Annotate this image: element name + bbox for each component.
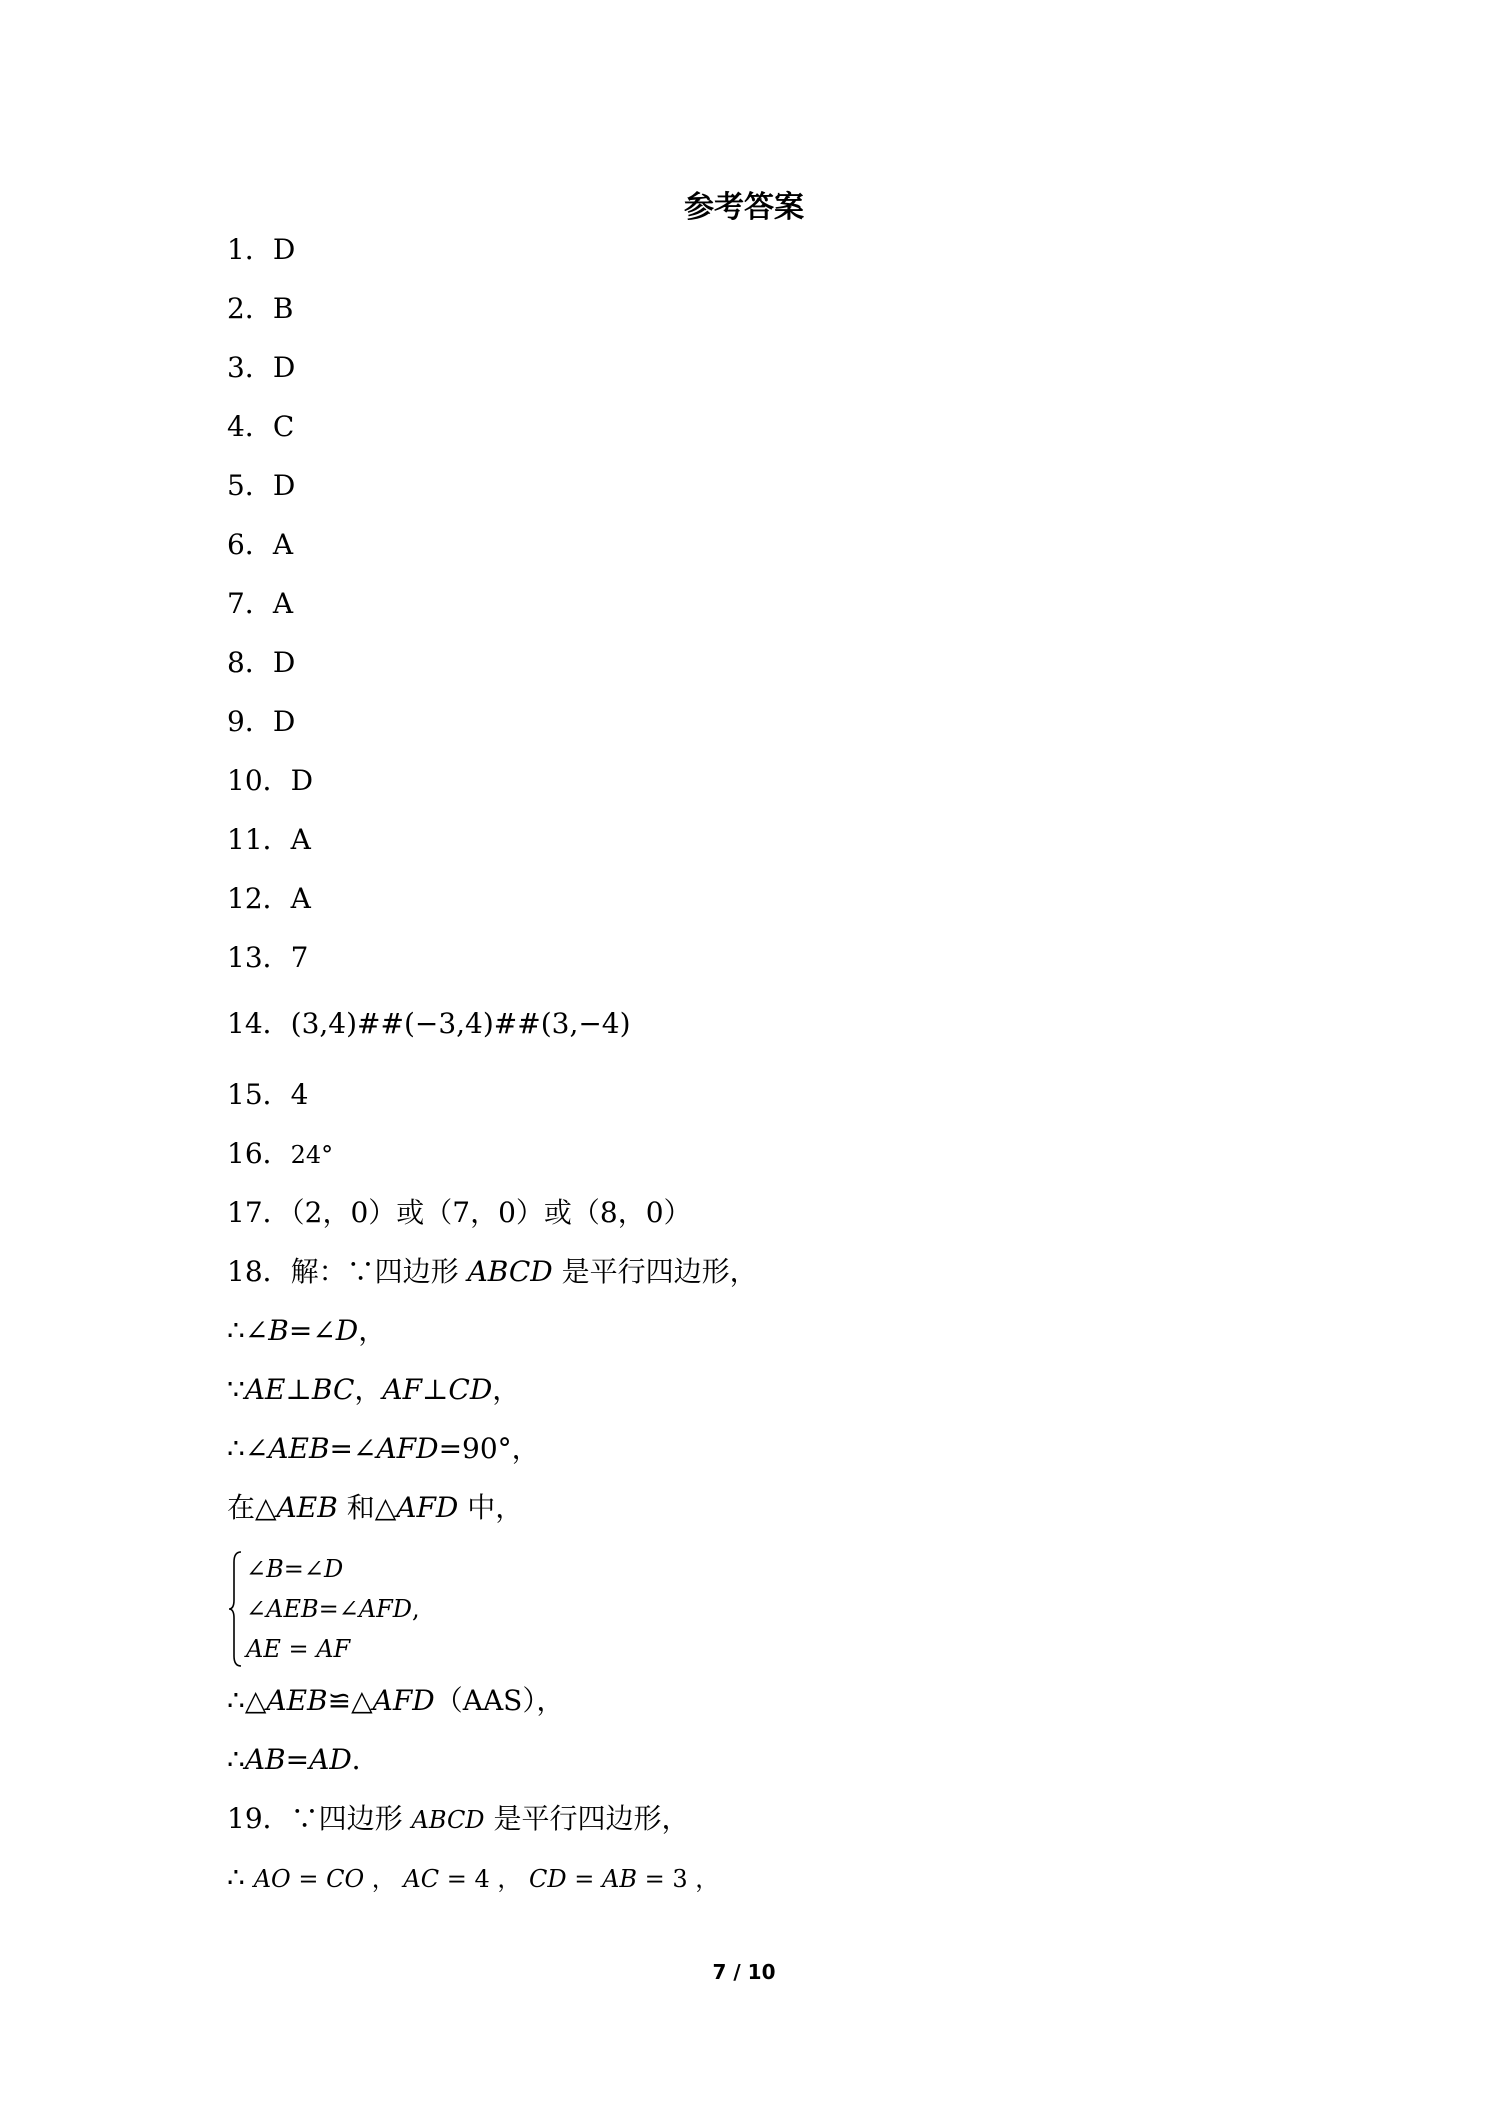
page-title: 参考答案 <box>684 190 804 225</box>
answer-6: 6．A <box>227 528 294 561</box>
answer-14: 14．(3,4)##(−3,4)##(3,−4) <box>227 1007 631 1040</box>
system-row-2: ∠AEB=∠AFD, <box>246 1595 420 1623</box>
answer-16: 16．24° <box>227 1137 334 1170</box>
answer-7: 7．A <box>227 587 294 620</box>
answer-3: 3．D <box>227 351 296 384</box>
answer-2: 2．B <box>227 292 294 325</box>
page-number: 7 / 10 <box>712 1960 776 1984</box>
answer-12: 12．A <box>227 882 311 915</box>
answer-8: 8．D <box>227 646 296 679</box>
q18-line-4: ∴∠AEB=∠AFD=90°， <box>227 1432 540 1465</box>
answer-9: 9．D <box>227 705 296 738</box>
answer-4: 4．C <box>227 410 295 443</box>
answer-10: 10．D <box>227 764 314 797</box>
q19-line-1: 19．∵四边形 ABCD 是平行四边形， <box>227 1802 690 1835</box>
system-row-1: ∠B=∠D <box>246 1555 344 1583</box>
equation-system <box>228 1548 488 1670</box>
answer-1: 1．D <box>227 233 296 266</box>
answer-17: 17．（2，0）或（7，0）或（8，0） <box>227 1196 692 1229</box>
q19-line-2: ∴ AO = CO ， AC = 4 ， CD = AB = 3 ， <box>227 1861 720 1894</box>
answer-13: 13．7 <box>227 941 309 974</box>
system-row-3: AE = AF <box>246 1635 351 1663</box>
q18-line-1: 18．解：∵四边形 ABCD 是平行四边形， <box>227 1255 758 1288</box>
left-brace-icon <box>228 1548 244 1670</box>
answer-5: 5．D <box>227 469 296 502</box>
q18-line-7: ∴AB=AD． <box>227 1743 380 1776</box>
q18-line-6: ∴△AEB≌△AFD（AAS）， <box>227 1684 565 1717</box>
q18-line-5: 在△AEB 和△AFD 中， <box>227 1491 524 1524</box>
q18-line-2: ∴∠B=∠D， <box>227 1314 387 1347</box>
answer-15: 15．4 <box>227 1078 309 1111</box>
q18-line-3: ∵AE⊥BC，AF⊥CD， <box>227 1373 521 1406</box>
answer-11: 11．A <box>227 823 311 856</box>
